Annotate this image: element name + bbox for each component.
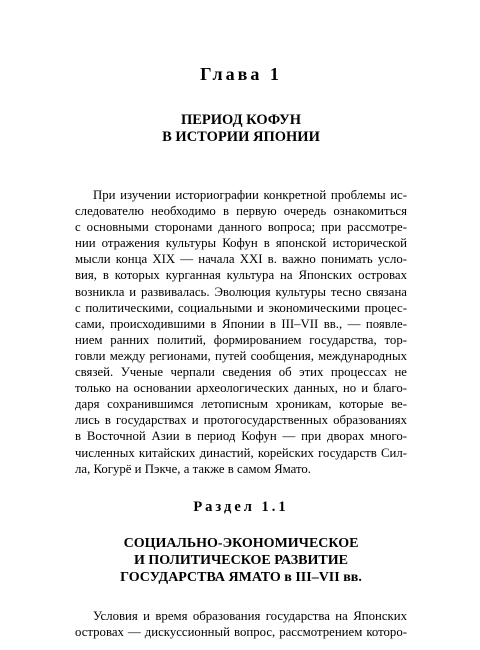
text-line: мысли конца XIX — начала XXI в. важно понимать усло- <box>75 252 407 267</box>
text-line: Условия и время образования государства на Японских <box>93 608 407 623</box>
text-line: в Восточной Азии в период Кофун — при дворах много- <box>75 429 407 444</box>
section-title: Раздел 1.1 <box>193 498 289 515</box>
text-line: даря сохранившимся летописным хроникам, которые ве- <box>75 397 407 412</box>
text-line: с политическими, социальными и экономическими процес- <box>75 300 407 315</box>
text-line: следователю необходимо в первую очередь ознакомиться <box>75 204 407 219</box>
text-line: связей. Ученые черпали сведения об этих процессах не <box>75 365 407 380</box>
text-line: численных китайских династий, корейских государств Сил- <box>75 445 407 460</box>
text-line: ла, Когурё и Пэкче, а также в самом Ямато. <box>75 461 311 476</box>
chapter-heading-line: ПЕРИОД КОФУН <box>180 112 302 128</box>
paragraph-intro <box>75 187 407 477</box>
text-line: нием ранних политий, формированием государства, тор- <box>75 332 407 347</box>
text-line: возникла и развивалась. Эволюция культуры тесно связана <box>75 284 407 299</box>
text-line: нии отражения культуры Кофун в японской исторической <box>75 236 407 251</box>
section-heading-line: СОЦИАЛЬНО-ЭКОНОМИЧЕСКОЕ <box>123 535 359 551</box>
text-line: с основными сторонами данного вопроса; при рассмотре- <box>75 220 407 235</box>
text-line: говли между регионами, путей сообщения, международных <box>75 348 407 363</box>
section-heading-line: ГОСУДАРСТВА ЯМАТО в III–VII вв. <box>120 569 362 585</box>
chapter-heading-line: В ИСТОРИИ ЯПОНИИ <box>162 129 320 145</box>
text-line: вия, в которых курганная культура на Японских островах <box>75 268 407 283</box>
paragraph-section <box>75 608 407 640</box>
section-heading-line: И ПОЛИТИЧЕСКОЕ РАЗВИТИЕ <box>134 552 348 568</box>
text-line: сами, происходившими в Японии в III–VII вв., — появле- <box>75 316 407 331</box>
chapter-title: Глава 1 <box>200 64 282 84</box>
text-line: только на основании археологических данных, но и благо- <box>75 381 407 396</box>
text-line: островах — дискуссионный вопрос, рассмотрением которо- <box>75 624 407 639</box>
text-line: лись в государствах и протогосударственных образованиях <box>75 413 407 428</box>
text-line: При изучении историографии конкретной проблемы ис- <box>93 188 407 202</box>
section-heading <box>75 535 407 586</box>
chapter-heading <box>75 112 407 146</box>
